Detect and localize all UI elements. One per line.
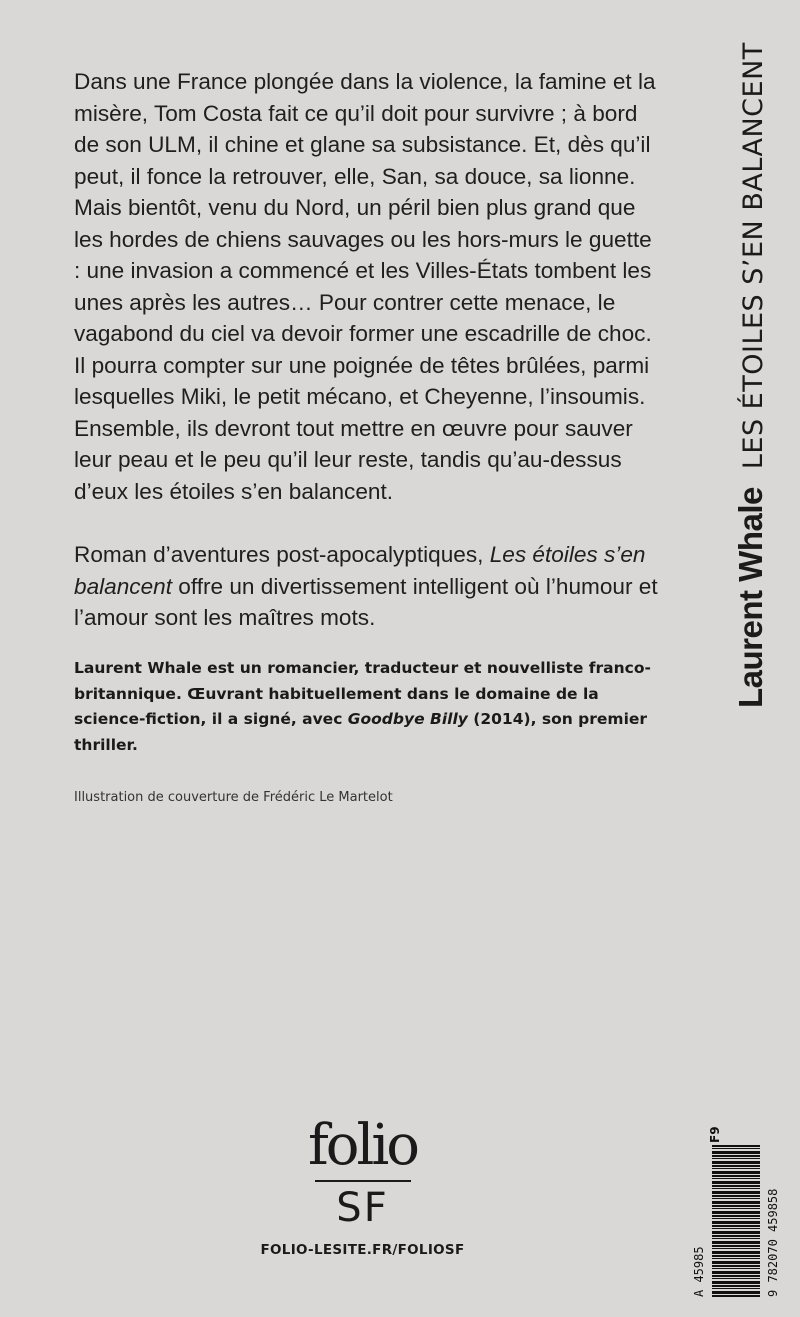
barcode [690, 1125, 780, 1300]
bio-text-end: (2014), son premier thriller. [74, 710, 648, 754]
barcode-ean-number: 9 782070 459858 [766, 1188, 780, 1297]
blurb-2-text-end: offre un divertissement intelligent où l’humour et l’amour sont les maîtres mots. [74, 573, 658, 630]
blurb-paragraph-2 [74, 539, 664, 634]
barcode-bars [712, 1145, 760, 1297]
folio-sf-logo [300, 1113, 425, 1231]
author-bio [74, 656, 654, 758]
publisher-website: FOLIO-LESITE.FR/FOLIOSF [260, 1242, 465, 1258]
cover-illustration-credit: Illustration de couverture de Frédéric Le Martelot [74, 790, 393, 805]
blurb-paragraph-1: Dans une France plongée dans la violence, la famine et la misère, Tom Costa fait ce qu’il doit pour survivre ; à bord de son ULM, il chine et glane sa subsistance. Et, dès qu’il peut, il fonce la retrouver, elle, San, sa douce, sa lionne. Mais bientôt, venu du Nord, un péril bien plus grand que les hordes de chiens sauvages ou les hors-murs le guette : une invasion a commencé et les Villes-États tombent les unes après les autres… Pour contrer cette menace, le vagabond du ciel va devoir former une escadrille de choc. Il pourra compter sur une poignée de têtes brûlées, parmi lesquelles Miki, le petit mécano, et Cheyenne, l’insoumis. Ensemble, ils devront tout mettre en œuvre pour sauver leur peau et le peu qu’il leur reste, tandis qu’au-dessus d’eux les étoiles s’en balancent. [74, 69, 656, 504]
logo-folio-text: folio [308, 1113, 417, 1178]
spine-title: LES ÉTOILES S’EN BALANCENT [738, 42, 769, 470]
logo-divider [315, 1180, 411, 1182]
logo-sf-text: SF [336, 1185, 389, 1231]
barcode-price-code: F9 [708, 1126, 722, 1143]
blurb-2-book-title: Les étoiles s’en balancent [74, 542, 646, 599]
spine-author: Laurent Whale [732, 487, 769, 708]
bio-text-start: Laurent Whale est un romancier, traducteur et nouvelliste franco-britannique. Œuvrant habituellement dans le domaine de la science-fiction, il a signé, avec [74, 659, 651, 728]
blurb-2-text-start: Roman d’aventures post-apocalyptiques, [74, 542, 490, 567]
bio-book-title: Goodbye Billy [347, 710, 468, 728]
spine-text [727, 42, 775, 708]
barcode-product-code: A 45985 [692, 1246, 706, 1297]
